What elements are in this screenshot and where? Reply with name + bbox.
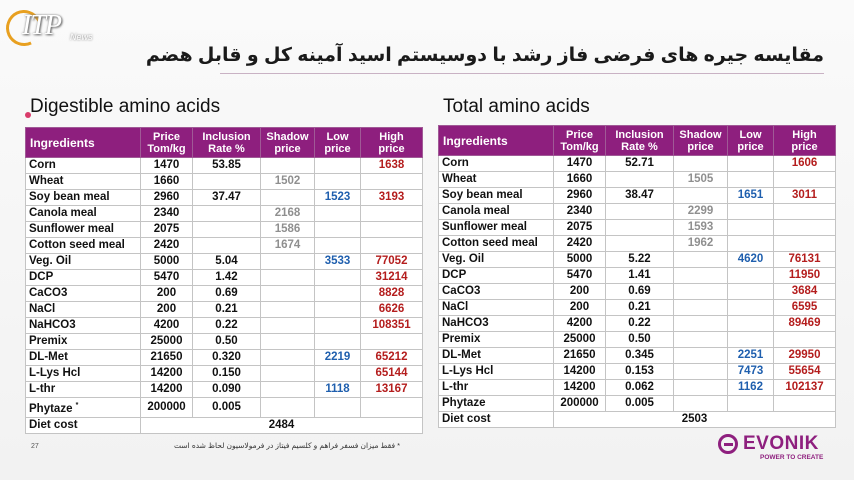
col-price: Price Tom/kg: [141, 128, 193, 158]
shadow-price-cell: [674, 252, 728, 268]
ingredient-name: Phytaze: [439, 396, 554, 412]
low-price-cell: [315, 158, 361, 174]
shadow-price-cell: [674, 380, 728, 396]
price-cell: 1660: [554, 172, 606, 188]
inclusion-cell: 0.69: [193, 286, 261, 302]
ingredient-name: Canola meal: [439, 204, 554, 220]
ingredient-name: Cotton seed meal: [439, 236, 554, 252]
low-price-cell: 1651: [728, 188, 774, 204]
high-price-cell: [774, 236, 836, 252]
price-cell: 200: [554, 284, 606, 300]
inclusion-cell: 0.150: [193, 366, 261, 382]
high-price-cell: [361, 334, 423, 350]
col-ingredients: Ingredients: [26, 128, 141, 158]
digestible-aa-table: [25, 127, 423, 434]
low-price-cell: [315, 366, 361, 382]
col-ingredients: Ingredients: [439, 126, 554, 156]
ingredient-name: CaCO3: [26, 286, 141, 302]
low-price-cell: [728, 396, 774, 412]
price-cell: 2340: [141, 206, 193, 222]
inclusion-cell: 0.50: [193, 334, 261, 350]
low-price-cell: [315, 398, 361, 418]
price-cell: 2960: [141, 190, 193, 206]
logo-news-text: News: [70, 32, 93, 42]
table-row: [439, 396, 836, 412]
table-row: [26, 382, 423, 398]
shadow-price-cell: [261, 334, 315, 350]
high-price-cell: [361, 174, 423, 190]
inclusion-cell: 38.47: [606, 188, 674, 204]
ingredient-name: Veg. Oil: [439, 252, 554, 268]
price-cell: 200: [141, 286, 193, 302]
low-price-cell: 1523: [315, 190, 361, 206]
table-row: [439, 348, 836, 364]
price-cell: 21650: [554, 348, 606, 364]
inclusion-cell: 0.345: [606, 348, 674, 364]
shadow-price-cell: [674, 332, 728, 348]
inclusion-cell: 52.71: [606, 156, 674, 172]
ingredient-name: L-Lys Hcl: [26, 366, 141, 382]
shadow-price-cell: [261, 158, 315, 174]
table-body: [26, 158, 423, 418]
table-header-row: [26, 128, 423, 158]
ingredient-name: DCP: [439, 268, 554, 284]
low-price-cell: 7473: [728, 364, 774, 380]
low-price-cell: [728, 156, 774, 172]
ingredient-name: DL-Met: [26, 350, 141, 366]
shadow-price-cell: [674, 364, 728, 380]
title-divider: [220, 73, 824, 74]
price-cell: 14200: [554, 364, 606, 380]
shadow-price-cell: 1505: [674, 172, 728, 188]
table-row: [26, 254, 423, 270]
diet-cost-row: [26, 417, 423, 433]
low-price-cell: [315, 334, 361, 350]
shadow-price-cell: [674, 188, 728, 204]
inclusion-cell: 0.21: [193, 302, 261, 318]
price-cell: 2075: [141, 222, 193, 238]
price-cell: 1470: [141, 158, 193, 174]
high-price-cell: 31214: [361, 270, 423, 286]
price-cell: 2075: [554, 220, 606, 236]
inclusion-cell: 0.22: [606, 316, 674, 332]
high-price-cell: 13167: [361, 382, 423, 398]
inclusion-cell: 0.21: [606, 300, 674, 316]
low-price-cell: [728, 316, 774, 332]
price-cell: 25000: [554, 332, 606, 348]
table-row: [26, 334, 423, 350]
table-row: [439, 204, 836, 220]
page-number: 27: [31, 443, 39, 450]
inclusion-cell: [193, 238, 261, 254]
diet-cost-value: 2484: [141, 417, 423, 433]
low-price-cell: [315, 286, 361, 302]
high-price-cell: 6595: [774, 300, 836, 316]
high-price-cell: 1638: [361, 158, 423, 174]
high-price-cell: [774, 332, 836, 348]
low-price-cell: 2251: [728, 348, 774, 364]
ingredient-name: Sunflower meal: [439, 220, 554, 236]
table-row: [439, 188, 836, 204]
shadow-price-cell: [261, 302, 315, 318]
table-row: [439, 252, 836, 268]
table-row: [439, 316, 836, 332]
table-row: [26, 350, 423, 366]
slide-title: مقایسه جیره های فرضی فاز رشد با دوسیستم اسید آمینه کل و قابل هضم: [145, 45, 824, 66]
high-price-cell: [361, 398, 423, 418]
shadow-price-cell: [674, 300, 728, 316]
table-row: [26, 302, 423, 318]
shadow-price-cell: 1962: [674, 236, 728, 252]
col-high: High price: [774, 126, 836, 156]
ingredient-name: DL-Met: [439, 348, 554, 364]
low-price-cell: 1118: [315, 382, 361, 398]
inclusion-cell: 53.85: [193, 158, 261, 174]
shadow-price-cell: [261, 270, 315, 286]
high-price-cell: 55654: [774, 364, 836, 380]
high-price-cell: [361, 238, 423, 254]
inclusion-cell: [193, 206, 261, 222]
ingredient-name: NaCl: [26, 302, 141, 318]
shadow-price-cell: 1593: [674, 220, 728, 236]
high-price-cell: 29950: [774, 348, 836, 364]
inclusion-cell: 1.41: [606, 268, 674, 284]
table-row: [439, 268, 836, 284]
inclusion-cell: 0.153: [606, 364, 674, 380]
table-row: [26, 318, 423, 334]
low-price-cell: [728, 268, 774, 284]
price-cell: 200: [141, 302, 193, 318]
high-price-cell: [774, 396, 836, 412]
table-row: [439, 284, 836, 300]
price-cell: 1470: [554, 156, 606, 172]
high-price-cell: [774, 204, 836, 220]
shadow-price-cell: [261, 286, 315, 302]
price-cell: 2420: [554, 236, 606, 252]
inclusion-cell: [606, 204, 674, 220]
ingredient-name: Cotton seed meal: [26, 238, 141, 254]
ingredient-name: CaCO3: [439, 284, 554, 300]
table-row: [26, 222, 423, 238]
low-price-cell: [728, 236, 774, 252]
footnote: * فقط میزان فسفر فراهم و کلسیم فیتاز در فرمولاسیون لحاظ شده است: [174, 441, 401, 450]
low-price-cell: [315, 238, 361, 254]
ingredient-name: Canola meal: [26, 206, 141, 222]
high-price-cell: 6626: [361, 302, 423, 318]
inclusion-cell: 0.062: [606, 380, 674, 396]
high-price-cell: 3193: [361, 190, 423, 206]
table-row: [439, 156, 836, 172]
price-cell: 5000: [554, 252, 606, 268]
inclusion-cell: [193, 174, 261, 190]
price-cell: 14200: [554, 380, 606, 396]
shadow-price-cell: 2299: [674, 204, 728, 220]
table-row: [26, 190, 423, 206]
price-cell: 2960: [554, 188, 606, 204]
high-price-cell: [774, 220, 836, 236]
inclusion-cell: 0.50: [606, 332, 674, 348]
table-row: [26, 398, 423, 418]
high-price-cell: 3011: [774, 188, 836, 204]
shadow-price-cell: [261, 382, 315, 398]
shadow-price-cell: [261, 190, 315, 206]
col-price: Price Tom/kg: [554, 126, 606, 156]
table-row: [439, 332, 836, 348]
shadow-price-cell: [674, 348, 728, 364]
price-cell: 14200: [141, 382, 193, 398]
low-price-cell: [728, 300, 774, 316]
brand-tagline: POWER TO CREATE: [760, 454, 824, 461]
shadow-price-cell: [261, 318, 315, 334]
price-cell: 14200: [141, 366, 193, 382]
ingredient-name: DCP: [26, 270, 141, 286]
table-row: [26, 158, 423, 174]
high-price-cell: 65212: [361, 350, 423, 366]
low-price-cell: [728, 284, 774, 300]
low-price-cell: [315, 222, 361, 238]
inclusion-cell: 0.090: [193, 382, 261, 398]
shadow-price-cell: [261, 398, 315, 418]
table-row: [26, 238, 423, 254]
ingredient-name: Corn: [26, 158, 141, 174]
high-price-cell: 3684: [774, 284, 836, 300]
shadow-price-cell: 2168: [261, 206, 315, 222]
inclusion-cell: [606, 220, 674, 236]
shadow-price-cell: [674, 268, 728, 284]
price-cell: 25000: [141, 334, 193, 350]
inclusion-cell: 0.22: [193, 318, 261, 334]
table-row: [439, 236, 836, 252]
low-price-cell: [315, 206, 361, 222]
inclusion-cell: 1.42: [193, 270, 261, 286]
high-price-cell: 65144: [361, 366, 423, 382]
brand-name: EVONIK: [743, 433, 819, 454]
inclusion-cell: [606, 236, 674, 252]
logo-text: ITP: [22, 10, 61, 41]
diet-cost-row: [439, 412, 836, 428]
ingredient-name: Premix: [26, 334, 141, 350]
low-price-cell: [315, 318, 361, 334]
price-cell: 2420: [141, 238, 193, 254]
table-body: [439, 156, 836, 412]
low-price-cell: [728, 220, 774, 236]
evonik-logo: [718, 434, 828, 464]
ingredient-name: Sunflower meal: [26, 222, 141, 238]
price-cell: 200000: [554, 396, 606, 412]
inclusion-cell: 0.320: [193, 350, 261, 366]
low-price-cell: [315, 302, 361, 318]
inclusion-cell: [606, 172, 674, 188]
shadow-price-cell: [674, 284, 728, 300]
ingredient-name: Phytaze *: [26, 398, 141, 418]
table-row: [26, 270, 423, 286]
ingredient-name: Soy bean meal: [439, 188, 554, 204]
ingredient-name: L-thr: [439, 380, 554, 396]
left-heading: Digestible amino acids: [30, 96, 221, 117]
right-heading: Total amino acids: [443, 96, 590, 117]
high-price-cell: 102137: [774, 380, 836, 396]
inclusion-cell: 0.005: [606, 396, 674, 412]
ingredient-name: Wheat: [26, 174, 141, 190]
price-cell: 5470: [554, 268, 606, 284]
col-inclusion: Inclusion Rate %: [193, 128, 261, 158]
ingredient-name: Corn: [439, 156, 554, 172]
col-low: Low price: [728, 126, 774, 156]
ingredient-name: NaHCO3: [439, 316, 554, 332]
inclusion-cell: 37.47: [193, 190, 261, 206]
table-row: [439, 220, 836, 236]
ingredient-name: L-thr: [26, 382, 141, 398]
low-price-cell: [315, 270, 361, 286]
shadow-price-cell: [261, 366, 315, 382]
table-row: [26, 366, 423, 382]
high-price-cell: [361, 206, 423, 222]
low-price-cell: [728, 172, 774, 188]
table-row: [26, 206, 423, 222]
high-price-cell: 11950: [774, 268, 836, 284]
inclusion-cell: 5.04: [193, 254, 261, 270]
price-cell: 4200: [141, 318, 193, 334]
table-row: [26, 174, 423, 190]
col-inclusion: Inclusion Rate %: [606, 126, 674, 156]
shadow-price-cell: [261, 350, 315, 366]
ingredient-name: NaHCO3: [26, 318, 141, 334]
inclusion-cell: 5.22: [606, 252, 674, 268]
high-price-cell: 108351: [361, 318, 423, 334]
total-aa-table: [438, 125, 836, 428]
ingredient-name: Premix: [439, 332, 554, 348]
diet-cost-label: Diet cost: [26, 417, 141, 433]
ingredient-name: Soy bean meal: [26, 190, 141, 206]
table-row: [439, 300, 836, 316]
table-header-row: [439, 126, 836, 156]
col-high: High price: [361, 128, 423, 158]
shadow-price-cell: [261, 254, 315, 270]
table-row: [26, 286, 423, 302]
ingredient-name: Wheat: [439, 172, 554, 188]
high-price-cell: 8828: [361, 286, 423, 302]
price-cell: 200000: [141, 398, 193, 418]
high-price-cell: 77052: [361, 254, 423, 270]
itp-news-logo: [6, 6, 96, 46]
high-price-cell: 89469: [774, 316, 836, 332]
ingredient-name: NaCl: [439, 300, 554, 316]
low-price-cell: 2219: [315, 350, 361, 366]
price-cell: 2340: [554, 204, 606, 220]
col-low: Low price: [315, 128, 361, 158]
price-cell: 200: [554, 300, 606, 316]
high-price-cell: [361, 222, 423, 238]
low-price-cell: [728, 332, 774, 348]
col-shadow: Shadow price: [261, 128, 315, 158]
shadow-price-cell: [674, 316, 728, 332]
inclusion-cell: 0.005: [193, 398, 261, 418]
shadow-price-cell: 1586: [261, 222, 315, 238]
low-price-cell: [315, 174, 361, 190]
shadow-price-cell: [674, 156, 728, 172]
price-cell: 5470: [141, 270, 193, 286]
inclusion-cell: [193, 222, 261, 238]
high-price-cell: 1606: [774, 156, 836, 172]
col-shadow: Shadow price: [674, 126, 728, 156]
price-cell: 5000: [141, 254, 193, 270]
low-price-cell: [728, 204, 774, 220]
diet-cost-label: Diet cost: [439, 412, 554, 428]
shadow-price-cell: 1674: [261, 238, 315, 254]
diet-cost-value: 2503: [554, 412, 836, 428]
table-row: [439, 380, 836, 396]
price-cell: 1660: [141, 174, 193, 190]
shadow-price-cell: 1502: [261, 174, 315, 190]
ingredient-name: L-Lys Hcl: [439, 364, 554, 380]
low-price-cell: 3533: [315, 254, 361, 270]
ingredient-name: Veg. Oil: [26, 254, 141, 270]
evonik-mark-icon: [718, 434, 738, 454]
price-cell: 21650: [141, 350, 193, 366]
low-price-cell: 4620: [728, 252, 774, 268]
table-row: [439, 172, 836, 188]
shadow-price-cell: [674, 396, 728, 412]
table-row: [439, 364, 836, 380]
inclusion-cell: 0.69: [606, 284, 674, 300]
low-price-cell: 1162: [728, 380, 774, 396]
high-price-cell: [774, 172, 836, 188]
high-price-cell: 76131: [774, 252, 836, 268]
footnote-marker: *: [75, 402, 79, 409]
price-cell: 4200: [554, 316, 606, 332]
